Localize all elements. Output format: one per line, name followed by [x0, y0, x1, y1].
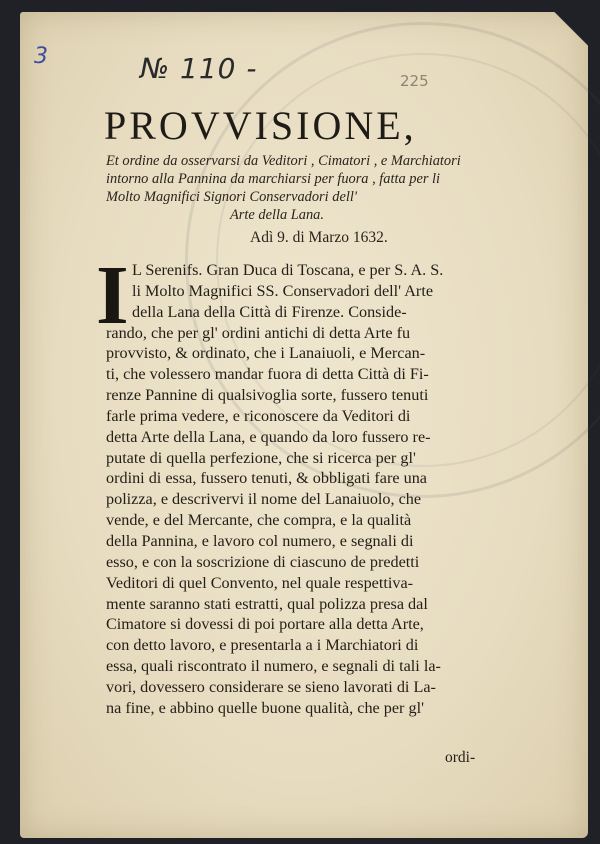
- body-line: rando, che per gl' ordini antichi di detta Arte fu: [106, 323, 411, 342]
- body-line: della Pannina, e lavoro col numero, e segnali di: [106, 531, 414, 550]
- body-line: Cimatore si dovessi di poi portare alla detta Arte,: [106, 615, 424, 634]
- drop-cap: I: [96, 249, 129, 342]
- subtitle-line: Et ordine da osservarsi da Veditori , Cimatori , e Marchiatori: [106, 153, 461, 169]
- body-line: con detto lavoro, e presentarla a i Marchiatori di: [106, 636, 419, 655]
- body-line: putate di quella perfezione, che si ricerca per gl': [106, 448, 416, 467]
- body-line: detta Arte della Lana, e quando da loro fussero re-: [106, 427, 431, 446]
- body-line: della Lana della Città di Firenze. Conside-: [132, 302, 407, 321]
- body-line: renze Pannine di qualsivoglia sorte, fussero tenuti: [106, 386, 429, 405]
- body-line: vende, e del Mercante, che compra, e la qualità: [106, 511, 412, 530]
- body-line: essa, quali riscontrato il numero, e segnali di tali la-: [106, 657, 441, 676]
- body-line: li Molto Magnifici SS. Conservadori dell' Arte: [132, 281, 434, 300]
- subtitle-line: Arte della Lana.: [230, 207, 324, 223]
- document-title: PROVVISIONE,: [104, 103, 417, 148]
- body-line: farle prima vedere, e riconoscere da Veditori di: [106, 406, 411, 425]
- body-line: ordini di essa, fussero tenuti, & obbligati fare una: [106, 469, 427, 488]
- body-line: Veditori di quel Convento, nel quale respettiva-: [106, 573, 414, 592]
- body-line: ti, che volessero mandar fuora di detta Città di Fi-: [106, 365, 429, 384]
- margin-mark: 3: [34, 44, 48, 69]
- body-line: polizza, e descrivervi il nome del Lanaiuolo, che: [106, 490, 422, 509]
- document-subtitle: [106, 152, 526, 224]
- body-text: [106, 260, 506, 719]
- body-line: mente saranno stati estratti, qual polizza presa dal: [106, 594, 428, 613]
- handwritten-number: № 110 -: [140, 52, 258, 85]
- body-line: na fine, e abbino quelle buone qualità, che per gl': [106, 698, 425, 717]
- body-line: L Serenifs. Gran Duca di Toscana, e per S. A. S.: [132, 261, 444, 279]
- subtitle-line: intorno alla Pannina da marchiarsi per fuora , fatta per li: [106, 171, 441, 187]
- catchword: ordi-: [445, 749, 476, 766]
- subtitle-line: Molto Magnifici Signori Conservadori dell': [106, 189, 357, 205]
- body-line: provvisto, & ordinato, che i Lanaiuoli, e Mercan-: [106, 344, 426, 363]
- document-page: [20, 12, 588, 838]
- body-line: esso, e con la soscrizione di ciascuno de predetti: [106, 552, 420, 571]
- document-date: Adì 9. di Marzo 1632.: [250, 229, 388, 246]
- page-number: 225: [400, 72, 429, 90]
- body-line: vori, dovessero considerare se sieno lavorati di La-: [106, 677, 436, 696]
